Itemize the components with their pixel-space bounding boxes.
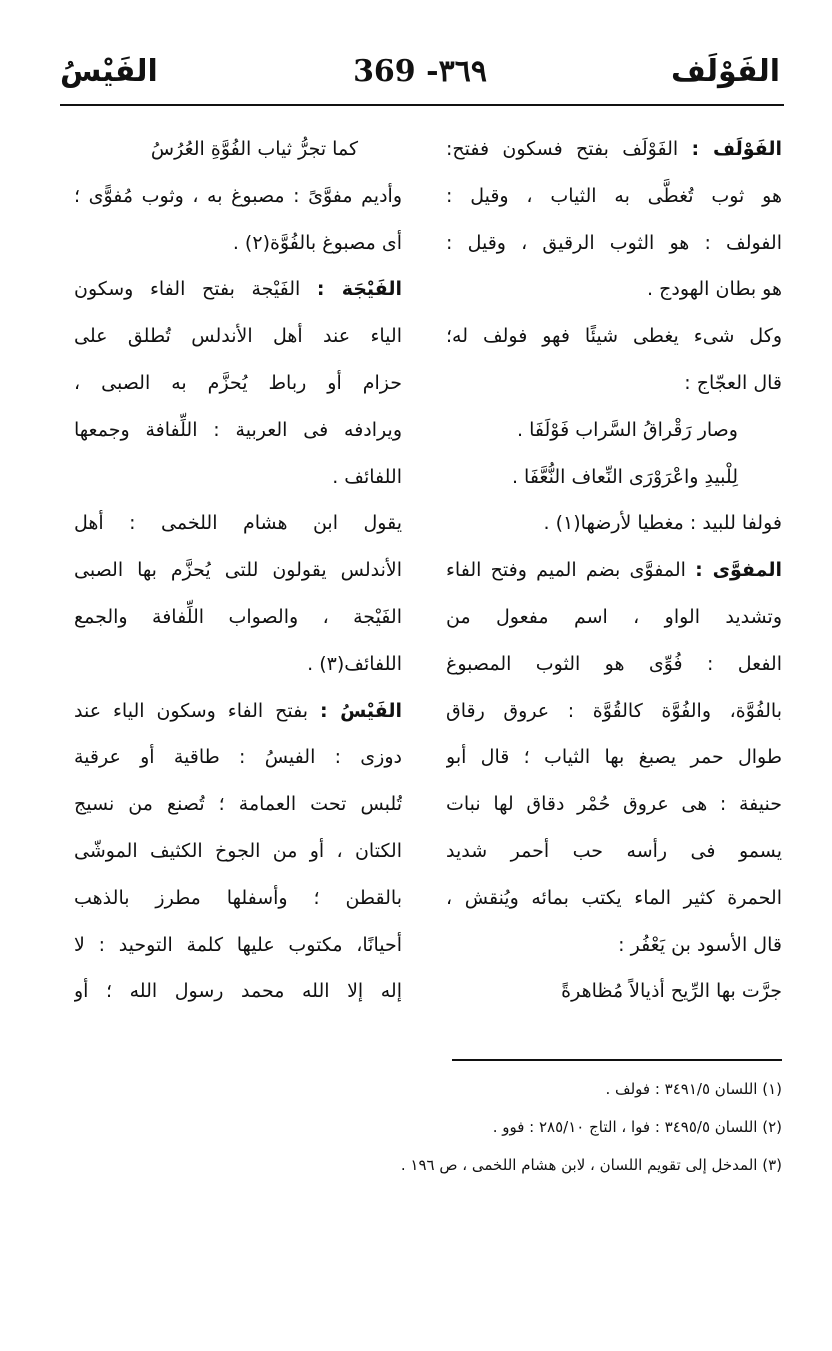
text-line: [446, 220, 782, 267]
line-text: الفَيْجة بفتح الفاء وسكون: [74, 278, 317, 301]
line-text: طوال حمر يصبغ بها الثياب ؛ قال أبو: [446, 746, 782, 769]
line-text: هو ثوب تُغطَّى به الثياب ، وقيل :: [446, 184, 782, 207]
line-text: وصار رَقْراقُ السَّراب فَوْلَفَا .: [517, 418, 738, 441]
line-text: لِلْبيدِ واعْرَوْرَى النِّعاف النُّعَّفَا .: [511, 465, 738, 488]
text-line: [446, 641, 782, 688]
line-text: وأديم مفوَّىً : مصبوغ به ، وثوب مُفوًّى ؛: [74, 184, 402, 207]
line-text: الياء عند أهل الأندلس تُطلق على: [74, 325, 402, 348]
footnote-separator: [452, 1059, 782, 1061]
footnotes: [62, 1070, 782, 1184]
line-text: حزام أو رباط يُحزَّم به الصبى ،: [74, 371, 402, 394]
entry-headword: المفوَّى :: [695, 559, 782, 582]
text-line: [446, 266, 782, 313]
line-text: قال العجّاج :: [684, 371, 782, 394]
text-line: [446, 875, 782, 922]
text-line: [74, 500, 402, 547]
text-line: [446, 594, 782, 641]
text-line: [446, 968, 782, 1015]
line-text: وتشديد الواو ، اسم مفعول من: [446, 605, 782, 628]
line-text: اللفائف(٣) .: [307, 652, 402, 675]
line-text: دوزى : الفيسُ : طاقية أو عرقية: [74, 746, 402, 769]
line-text: الفَيْجة ، والصواب اللِّفافة والجمع: [74, 605, 402, 628]
line-text: تُلبس تحت العمامة ؛ تُصنع من نسيج: [74, 793, 402, 816]
text-line: [446, 500, 782, 547]
text-line: [74, 360, 402, 407]
line-text: فولفا للبيد : مغطيا لأرضها(١) .: [543, 512, 782, 535]
line-text: ويرادفه فى العربية : اللِّفافة وجمعها: [74, 418, 402, 441]
line-text: الفعل : فُوِّى هو الثوب المصبوغ: [446, 652, 782, 675]
line-text: يقول ابن هشام اللخمى : أهل: [74, 512, 402, 535]
text-line: [446, 828, 782, 875]
left-column: [74, 126, 402, 1015]
text-line: [74, 173, 402, 220]
verse-line: [446, 407, 782, 454]
line-text: المفوَّى بضم الميم وفتح الفاء: [446, 559, 696, 582]
line-text: بالقطن ؛ وأسفلها مطرز بالذهب: [74, 886, 402, 909]
text-line: [74, 220, 402, 267]
line-text: وكل شىء يغطى شيئًا فهو فولف له؛: [446, 325, 782, 348]
text-line: [446, 781, 782, 828]
line-text: جرَّت بها الرِّيح أذيالاً مُظاهرةً: [561, 980, 782, 1003]
line-text: إله إلا الله محمد رسول الله ؛ أو: [74, 980, 402, 1003]
text-line: [446, 688, 782, 735]
text-line: [74, 266, 402, 313]
text-line: [74, 641, 402, 688]
footnote: (٣) المدخل إلى تقويم اللسان ، لابن هشام اللخمى ، ص ١٩٦ .: [400, 1156, 782, 1174]
text-line: [74, 688, 402, 735]
entry-headword: الفَيْسُ :: [319, 699, 402, 722]
text-line: [74, 922, 402, 969]
text-line: [446, 547, 782, 594]
line-text: أى مصبوغ بالفُوَّة(٢) .: [232, 231, 402, 254]
text-line: [74, 968, 402, 1015]
verse-line: [74, 126, 402, 173]
page-number: 369 -٣٦٩: [353, 54, 487, 89]
line-text: الحمرة كثير الماء يكتب بمائه ويُنقش ،: [446, 886, 782, 909]
line-text: يسمو فى رأسه حب أحمر شديد: [446, 839, 782, 862]
text-line: [74, 734, 402, 781]
header-rule: [60, 104, 784, 106]
line-text: الكتان ، أو من الجوخ الكثيف الموشّى: [74, 839, 402, 862]
text-line: [74, 454, 402, 501]
line-text: الفولف : هو الثوب الرقيق ، وقيل :: [446, 231, 782, 254]
line-text: اللفائف .: [332, 465, 402, 488]
line-text: الأندلس يقولون للتى يُحزَّم بها الصبى: [74, 559, 402, 582]
text-line: [74, 407, 402, 454]
text-line: [74, 781, 402, 828]
text-line: [446, 922, 782, 969]
text-line: [74, 313, 402, 360]
text-line: [446, 360, 782, 407]
running-head-last-entry: الفَيْسُ: [60, 54, 158, 89]
text-line: [446, 313, 782, 360]
page-header: [60, 48, 780, 96]
entry-headword: الفَيْجَة :: [316, 278, 402, 301]
text-line: [446, 126, 782, 173]
line-text: أحيانًا، مكتوب عليها كلمة التوحيد : لا: [74, 933, 402, 956]
line-text: كما تجرُّ ثياب الفُوَّةِ العُرُسُ: [150, 138, 358, 160]
text-line: [74, 547, 402, 594]
line-text: الفَوْلَف بفتح فسكون ففتح:: [446, 138, 692, 160]
verse-line: [446, 454, 782, 501]
text-line: [74, 594, 402, 641]
line-text: بالفُوَّة، والفُوَّة كالقُوَّة : عروق رقاق: [446, 699, 782, 722]
footnote: (١) اللسان ٣٤٩١/٥ : فولف .: [605, 1080, 782, 1098]
running-head-first-entry: الفَوْلَف: [671, 54, 780, 89]
line-text: بفتح الفاء وسكون الياء عند: [74, 699, 320, 722]
footnote: (٢) اللسان ٣٤٩٥/٥ : فوا ، التاج ٢٨٥/١٠ : فوو .: [492, 1118, 782, 1136]
line-text: قال الأسود بن يَعْفُر :: [618, 933, 782, 956]
text-line: [446, 734, 782, 781]
right-column: [446, 126, 782, 1015]
entry-headword: الفَوْلَف :: [691, 138, 782, 160]
text-line: [74, 875, 402, 922]
line-text: حنيفة : هى عروق حُمْر دقاق لها نبات: [446, 793, 782, 816]
text-line: [446, 173, 782, 220]
text-line: [74, 828, 402, 875]
line-text: هو بطان الهودج .: [647, 278, 782, 301]
